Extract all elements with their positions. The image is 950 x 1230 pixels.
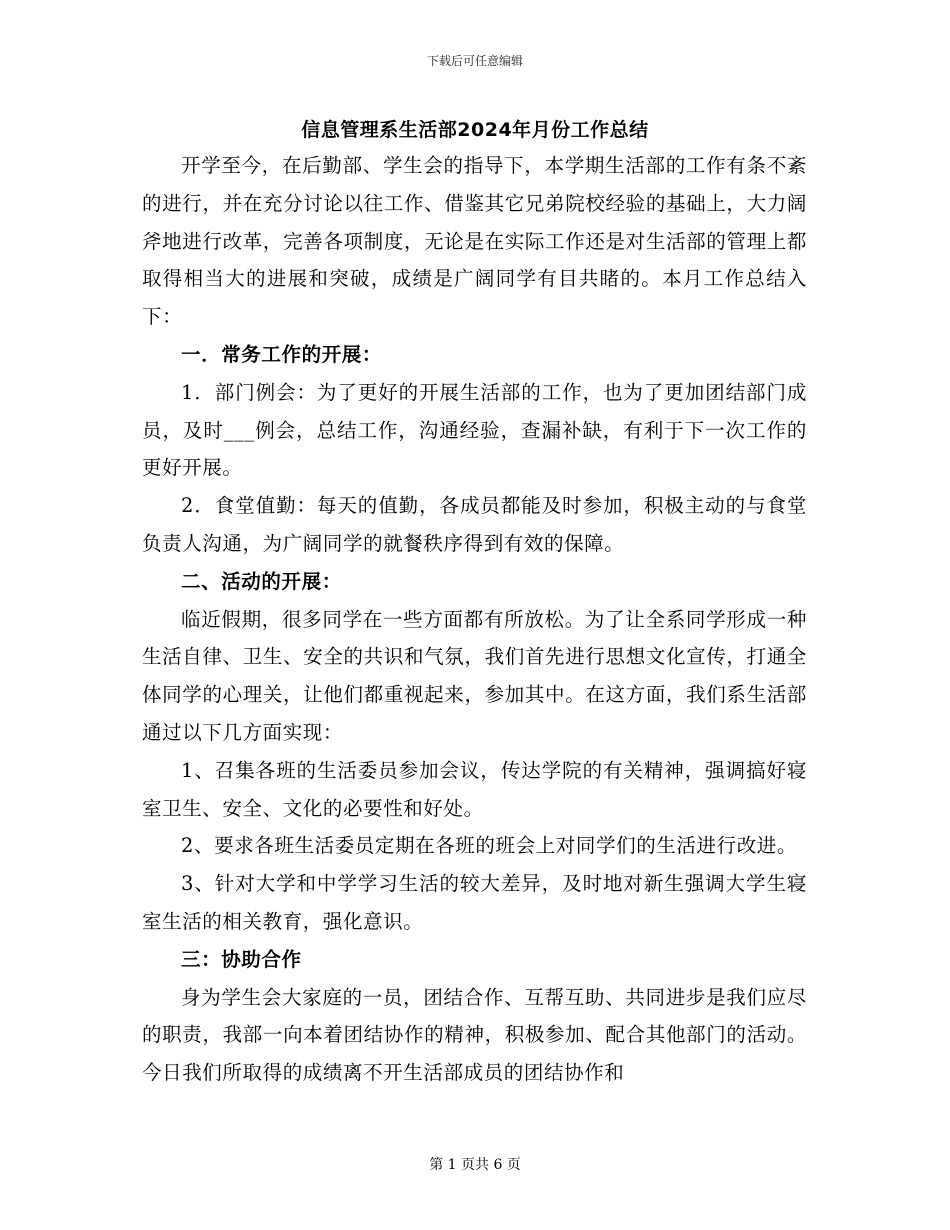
page-header-note: 下载后可任意编辑 bbox=[426, 54, 523, 68]
document-body bbox=[142, 147, 807, 1092]
section-2-item-1: 1、召集各班的生活委员参加会议，传达学院的有关精神，强调搞好寝室卫生、安全、文化的必要性和好处。 bbox=[142, 758, 807, 820]
section-3-heading: 三：协助合作 bbox=[181, 947, 302, 971]
section-3-body: 身为学生会大家庭的一员，团结合作、互帮互助、共同进步是我们应尽的职责，我部一向本着团结协作的精神，积极参加、配合其他部门的活动。今日我们所取得的成绩离不开生活部成员的团结协作和 bbox=[142, 985, 807, 1085]
intro-paragraph: 开学至今，在后勤部、学生会的指导下，本学期生活部的工作有条不紊的进行，并在充分讨论以往工作、借鉴其它兄弟院校经验的基础上，大力阔斧地进行改革，完善各项制度，无论是在实际工作还是对生活部的管理上都取得相当大的进展和突破，成绩是广阔同学有目共睹的。本月工作总结入下： bbox=[142, 154, 807, 329]
section-1-heading: 一．常务工作的开展： bbox=[181, 342, 383, 366]
section-2-intro: 临近假期，很多同学在一些方面都有所放松。为了让全系同学形成一种生活自律、卫生、安全的共识和气氛，我们首先进行思想文化宣传，打通全体同学的心理关，让他们都重视起来，参加其中。在这方面，我们系生活部通过以下几方面实现： bbox=[142, 607, 807, 744]
document-title: 信息管理系生活部2024年月份工作总结 bbox=[301, 119, 649, 141]
section-2-heading: 二、活动的开展： bbox=[181, 569, 342, 593]
section-2-item-2: 2、要求各班生活委员定期在各班的班会上对同学们的生活进行改进。 bbox=[181, 834, 798, 858]
page-number-footer: 第 1 页共 6 页 bbox=[429, 1157, 521, 1173]
section-1-item-1: 1．部门例会：为了更好的开展生活部的工作，也为了更加团结部门成员，及时___例会，总结工作，沟通经验，查漏补缺，有利于下一次工作的更好开展。 bbox=[142, 380, 807, 480]
section-2-item-3: 3、针对大学和中学学习生活的较大差异，及时地对新生强调大学生寝室生活的相关教育，强化意识。 bbox=[142, 872, 807, 933]
section-1-item-2: 2．食堂值勤：每天的值勤，各成员都能及时参加，积极主动的与食堂负责人沟通，为广阔同学的就餐秩序得到有效的保障。 bbox=[142, 494, 807, 555]
